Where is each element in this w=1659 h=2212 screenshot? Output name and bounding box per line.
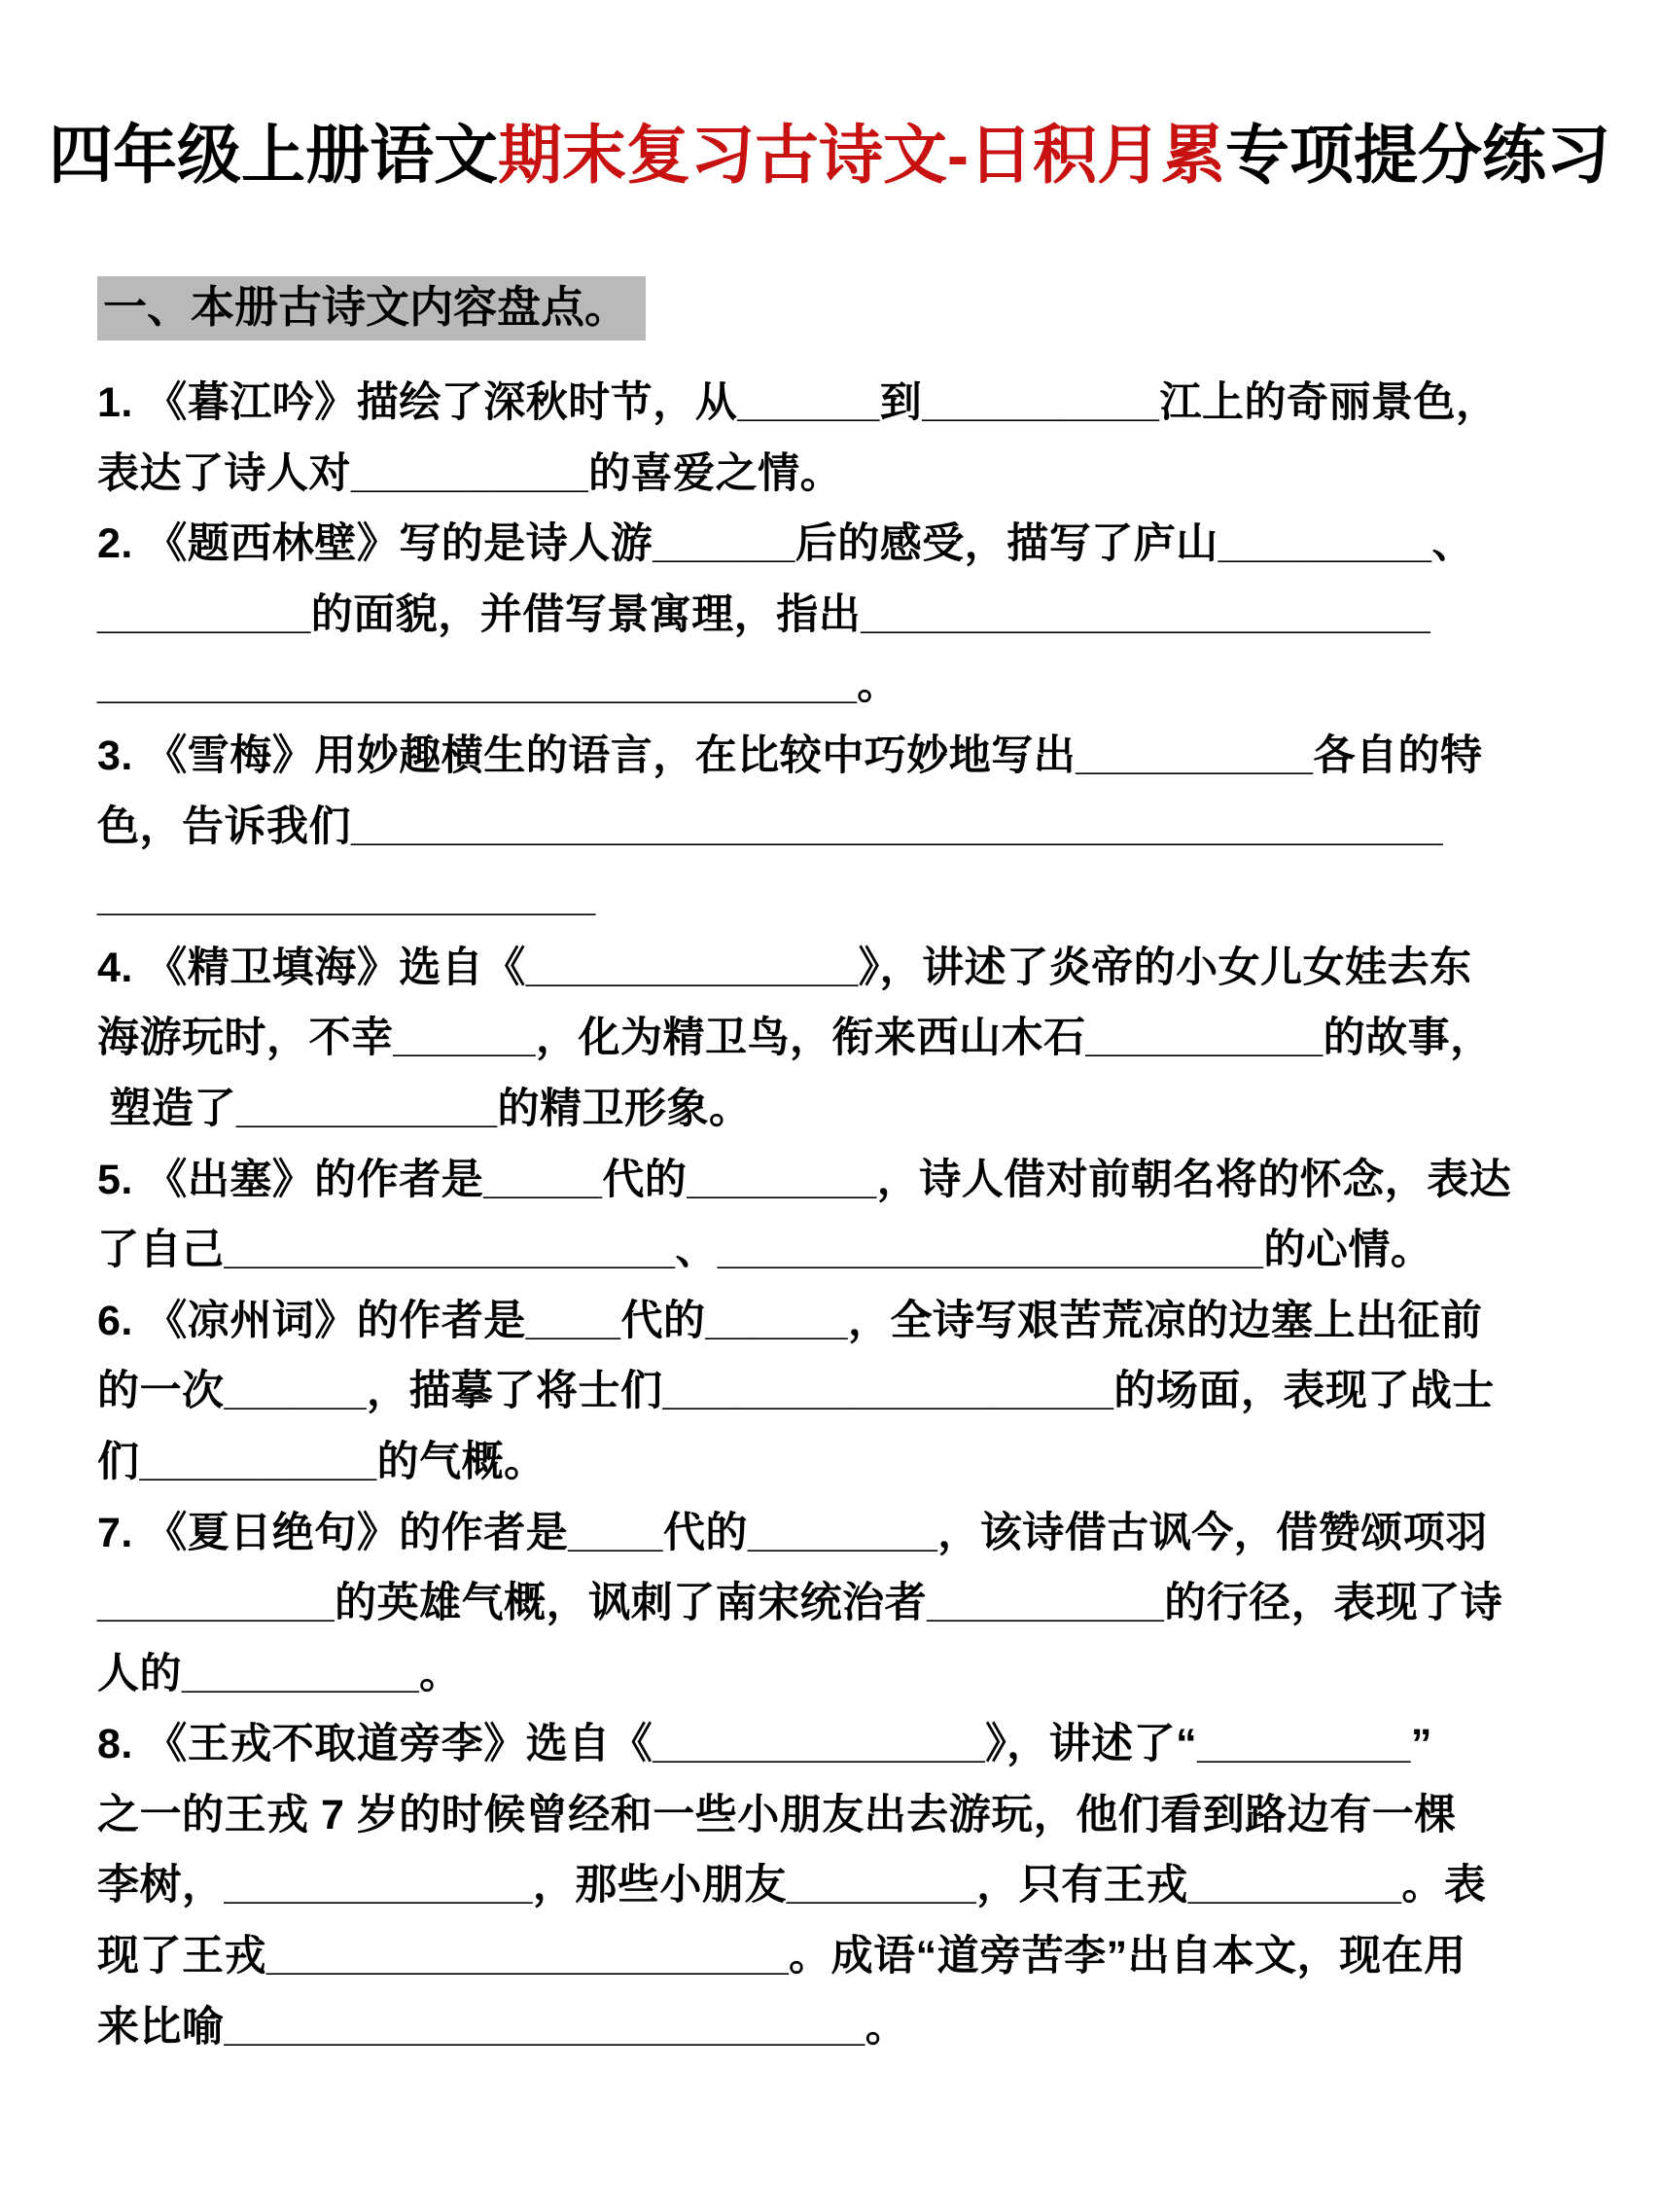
title-part-red: 期末复习古诗文-日积月累: [498, 119, 1225, 192]
question-1-line-1: 1. 《暮江吟》描绘了深秋时节，从______到__________江上的奇丽景色，: [97, 379, 1499, 426]
question-8-line-3: 李树，_____________，那些小朋友________，只有王戎_________。表: [97, 1862, 1487, 1909]
question-2-line-2: _________的面貌，并借写景寓理，指出________________________: [97, 590, 1431, 638]
question-8-line-1: 8. 《王戎不取道旁李》选自《______________》，讲述了“_________”: [97, 1721, 1432, 1768]
question-4-line-3: 塑造了___________的精卫形象。: [97, 1085, 752, 1132]
question-3-line-1: 3. 《雪梅》用妙趣横生的语言，在比较中巧妙地写出__________各自的特: [97, 731, 1483, 779]
question-7-line-1: 7. 《夏日绝句》的作者是____代的________，该诗借古讽今，借赞颂项羽: [97, 1509, 1488, 1556]
question-4-line-1: 4. 《精卫填海》选自《______________》，讲述了炎帝的小女儿女娃去东: [97, 944, 1472, 991]
question-4-line-2: 海游玩时，不幸______，化为精卫鸟，衔来西山木石__________的故事，: [97, 1015, 1493, 1062]
page-title: [0, 103, 1659, 196]
question-8-line-5: 来比喻___________________________。: [97, 2003, 908, 2051]
question-6-line-2: 的一次______，描摹了将士们___________________的场面，表现了战士: [97, 1368, 1495, 1415]
question-8-line-2: 之一的王戎 7 岁的时候曾经和一些小朋友出去游玩，他们看到路边有一棵: [97, 1791, 1457, 1838]
section-heading: 一、本册古诗文内容盘点。: [97, 276, 646, 340]
title-part-left: 四年级上册语文: [49, 119, 498, 192]
question-list: [97, 368, 1566, 2062]
question-6-line-1: 6. 《凉州词》的作者是____代的______，全诗写艰苦荒凉的边塞上出征前: [97, 1297, 1483, 1344]
question-6-line-3: 们__________的气概。: [97, 1438, 547, 1485]
question-1-line-2: 表达了诗人对__________的喜爱之情。: [97, 449, 843, 497]
question-3-line-2: 色，告诉我们______________________________________________: [97, 803, 1444, 850]
question-2-line-1: 2. 《题西林壁》写的是诗人游______后的感受，描写了庐山_________、: [97, 520, 1475, 568]
question-2-line-3: ________________________________。: [97, 661, 900, 709]
question-7-line-3: 人的__________。: [97, 1650, 462, 1697]
title-part-right: 专项提分练习: [1224, 119, 1610, 192]
question-3-line-3: _____________________: [97, 874, 596, 921]
question-5-line-2: 了自己___________________、_______________________的心情。: [97, 1227, 1433, 1274]
question-8-line-4: 现了王戎______________________。成语“道旁苦李”出自本文，现在用: [97, 1933, 1466, 1980]
question-7-line-2: __________的英雄气概，讽刺了南宋统治者__________的行径，表现了诗: [97, 1580, 1503, 1627]
question-5-line-1: 5. 《出塞》的作者是_____代的________，诗人借对前朝名将的怀念，表达: [97, 1156, 1512, 1203]
